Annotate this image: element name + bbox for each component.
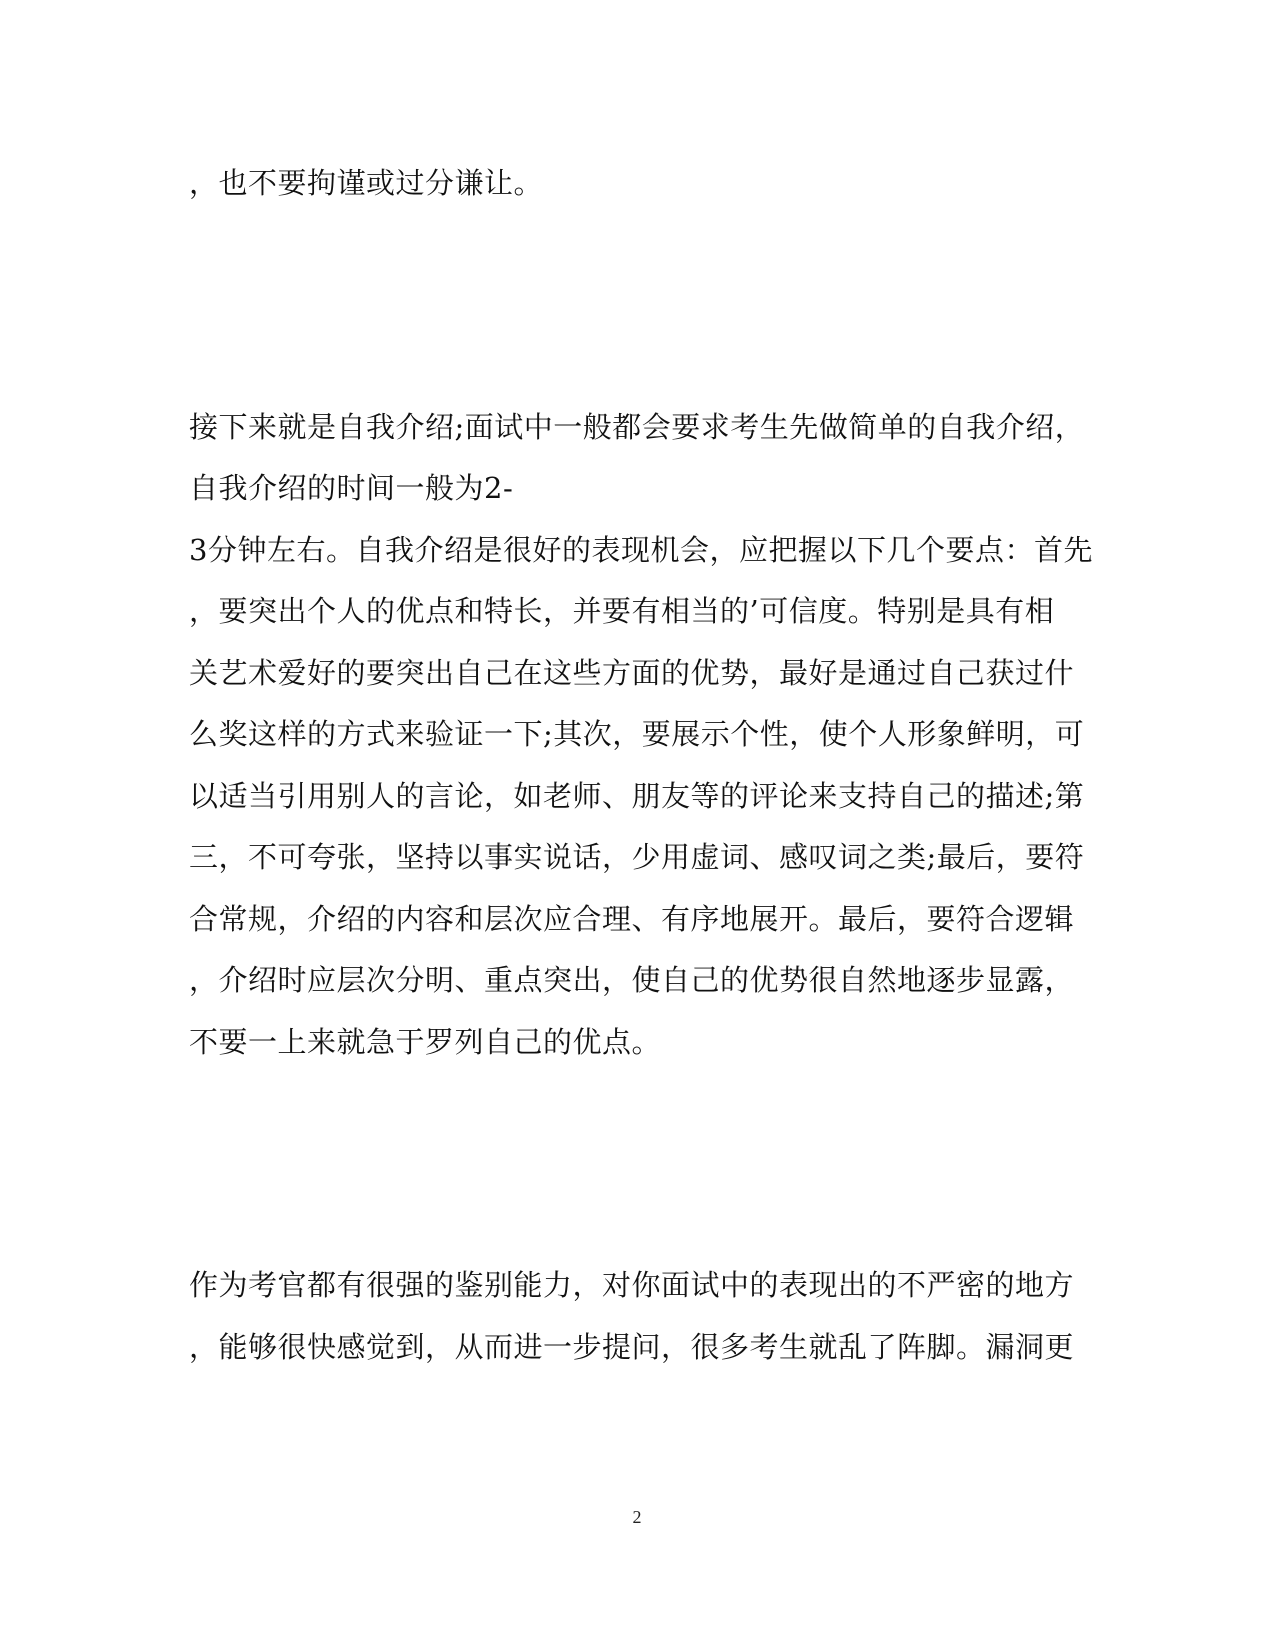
text-line: 不要一上来就急于罗列自己的优点。 <box>189 1025 662 1059</box>
text-line: ，也不要拘谨或过分谦让。 <box>189 166 544 200</box>
text-line: 以适当引用别人的言论，如老师、朋友等的评论来支持自己的描述;第 <box>189 779 1085 813</box>
text-line: 么奖这样的方式来验证一下;其次，要展示个性，使个人形象鲜明，可 <box>189 717 1085 751</box>
text-line: 关艺术爱好的要突出自己在这些方面的优势，最好是通过自己获过什 <box>189 656 1075 690</box>
text-line: 合常规，介绍的内容和层次应合理、有序地展开。最后，要符合逻辑 <box>189 902 1075 936</box>
text-line: 三，不可夸张，坚持以事实说话，少用虚词、感叹词之类;最后，要符 <box>189 840 1085 874</box>
text-line: ，介绍时应层次分明、重点突出，使自己的优势很自然地逐步显露， <box>189 963 1075 997</box>
text-line: 自我介绍的时间一般为2- <box>189 471 514 505</box>
page-number: 2 <box>632 1507 642 1527</box>
text-line: 接下来就是自我介绍;面试中一般都会要求考生先做简单的自我介绍， <box>189 410 1085 444</box>
text-line: 3分钟左右。自我介绍是很好的表现机会，应把握以下几个要点：首先 <box>189 533 1093 567</box>
text-line: ，要突出个人的优点和特长，并要有相当的’可信度。特别是具有相 <box>189 594 1055 628</box>
text-line: 作为考官都有很强的鉴别能力，对你面试中的表现出的不严密的地方 <box>189 1268 1075 1302</box>
text-line: ，能够很快感觉到，从而进一步提问，很多考生就乱了阵脚。漏洞更 <box>189 1330 1075 1364</box>
